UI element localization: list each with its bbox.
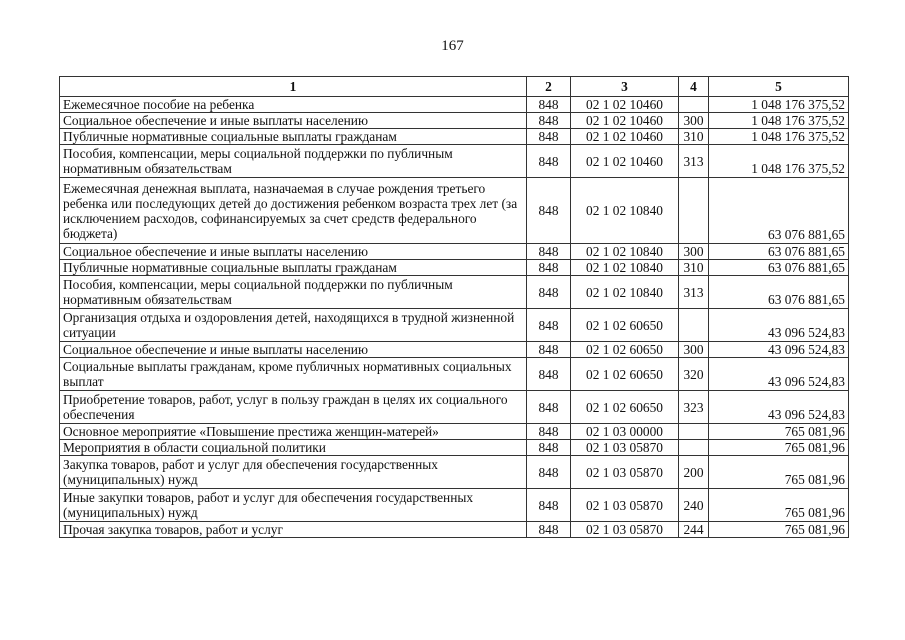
row-expense-type-cell	[679, 97, 709, 113]
row-expense-type-cell	[679, 178, 709, 244]
row-target-article-cell: 02 1 02 60650	[571, 391, 679, 424]
row-department-cell: 848	[527, 178, 571, 244]
row-name-cell: Ежемесячное пособие на ребенка	[60, 97, 527, 113]
row-amount-cell: 765 081,96	[709, 456, 849, 489]
row-amount-cell: 43 096 524,83	[709, 358, 849, 391]
row-department-cell: 848	[527, 358, 571, 391]
row-expense-type-cell: 313	[679, 276, 709, 309]
row-department-cell: 848	[527, 342, 571, 358]
table-row	[60, 145, 849, 178]
row-target-article-cell: 02 1 02 10840	[571, 260, 679, 276]
row-target-article-cell: 02 1 02 10460	[571, 97, 679, 113]
row-name-cell: Пособия, компенсации, меры социальной поддержки по публичным нормативным обязательствам	[60, 145, 527, 178]
row-target-article-cell: 02 1 03 00000	[571, 424, 679, 440]
table-row	[60, 440, 849, 456]
row-expense-type-cell	[679, 309, 709, 342]
row-expense-type-cell: 300	[679, 113, 709, 129]
row-name-cell: Организация отдыха и оздоровления детей, находящихся в трудной жизненной ситуации	[60, 309, 527, 342]
row-target-article-cell: 02 1 02 10460	[571, 113, 679, 129]
row-expense-type-cell: 300	[679, 244, 709, 260]
row-name-cell: Основное мероприятие «Повышение престижа женщин-матерей»	[60, 424, 527, 440]
row-department-cell: 848	[527, 145, 571, 178]
row-amount-cell: 765 081,96	[709, 424, 849, 440]
column-header-target-article: 3	[571, 77, 679, 97]
row-amount-cell: 1 048 176 375,52	[709, 113, 849, 129]
table-row	[60, 522, 849, 538]
row-name-cell: Закупка товаров, работ и услуг для обеспечения государственных (муниципальных) нужд	[60, 456, 527, 489]
row-target-article-cell: 02 1 02 10460	[571, 145, 679, 178]
row-department-cell: 848	[527, 309, 571, 342]
row-name-cell: Пособия, компенсации, меры социальной поддержки по публичным нормативным обязательствам	[60, 276, 527, 309]
row-expense-type-cell: 313	[679, 145, 709, 178]
table-row	[60, 178, 849, 244]
row-department-cell: 848	[527, 129, 571, 145]
row-target-article-cell: 02 1 03 05870	[571, 522, 679, 538]
row-expense-type-cell: 244	[679, 522, 709, 538]
row-name-cell: Публичные нормативные социальные выплаты гражданам	[60, 260, 527, 276]
column-header-name: 1	[60, 77, 527, 97]
page-number: 167	[441, 38, 464, 54]
row-name-cell: Социальные выплаты гражданам, кроме публичных нормативных социальных выплат	[60, 358, 527, 391]
row-department-cell: 848	[527, 391, 571, 424]
table-body	[60, 97, 849, 538]
row-amount-cell: 765 081,96	[709, 522, 849, 538]
row-expense-type-cell: 200	[679, 456, 709, 489]
row-department-cell: 848	[527, 522, 571, 538]
row-target-article-cell: 02 1 02 10840	[571, 244, 679, 260]
row-department-cell: 848	[527, 440, 571, 456]
row-amount-cell: 1 048 176 375,52	[709, 145, 849, 178]
table-row	[60, 129, 849, 145]
row-expense-type-cell: 310	[679, 260, 709, 276]
row-expense-type-cell: 310	[679, 129, 709, 145]
table-row	[60, 244, 849, 260]
table-row	[60, 456, 849, 489]
column-header-expense-type: 4	[679, 77, 709, 97]
row-amount-cell: 63 076 881,65	[709, 276, 849, 309]
table-row	[60, 260, 849, 276]
row-name-cell: Публичные нормативные социальные выплаты гражданам	[60, 129, 527, 145]
row-department-cell: 848	[527, 424, 571, 440]
row-name-cell: Социальное обеспечение и иные выплаты населению	[60, 244, 527, 260]
budget-table	[59, 76, 849, 538]
row-amount-cell: 1 048 176 375,52	[709, 97, 849, 113]
row-amount-cell: 63 076 881,65	[709, 260, 849, 276]
table-header-row	[60, 77, 849, 97]
column-header-amount: 5	[709, 77, 849, 97]
row-department-cell: 848	[527, 113, 571, 129]
row-target-article-cell: 02 1 02 10460	[571, 129, 679, 145]
table-row	[60, 489, 849, 522]
table-row	[60, 358, 849, 391]
row-amount-cell: 43 096 524,83	[709, 391, 849, 424]
row-department-cell: 848	[527, 456, 571, 489]
row-target-article-cell: 02 1 02 60650	[571, 358, 679, 391]
table-row	[60, 424, 849, 440]
row-expense-type-cell	[679, 440, 709, 456]
row-amount-cell: 43 096 524,83	[709, 309, 849, 342]
table-row	[60, 276, 849, 309]
table-row	[60, 342, 849, 358]
table-row	[60, 113, 849, 129]
table-row	[60, 309, 849, 342]
row-name-cell: Приобретение товаров, работ, услуг в пользу граждан в целях их социального обеспечения	[60, 391, 527, 424]
row-amount-cell: 765 081,96	[709, 440, 849, 456]
row-target-article-cell: 02 1 03 05870	[571, 489, 679, 522]
row-department-cell: 848	[527, 260, 571, 276]
row-amount-cell: 765 081,96	[709, 489, 849, 522]
row-amount-cell: 1 048 176 375,52	[709, 129, 849, 145]
row-name-cell: Ежемесячная денежная выплата, назначаемая в случае рождения третьего ребенка или последующих детей до достижения ребенком возраста трех лет (за исключением расходов, софинансируемых за счет средств федерального бюджета)	[60, 178, 527, 244]
row-target-article-cell: 02 1 03 05870	[571, 440, 679, 456]
row-amount-cell: 63 076 881,65	[709, 178, 849, 244]
row-name-cell: Мероприятия в области социальной политики	[60, 440, 527, 456]
row-expense-type-cell	[679, 424, 709, 440]
row-target-article-cell: 02 1 02 60650	[571, 309, 679, 342]
table-row	[60, 97, 849, 113]
row-name-cell: Иные закупки товаров, работ и услуг для обеспечения государственных (муниципальных) нужд	[60, 489, 527, 522]
row-expense-type-cell: 300	[679, 342, 709, 358]
row-amount-cell: 63 076 881,65	[709, 244, 849, 260]
row-name-cell: Социальное обеспечение и иные выплаты населению	[60, 113, 527, 129]
table-row	[60, 391, 849, 424]
row-department-cell: 848	[527, 97, 571, 113]
row-department-cell: 848	[527, 244, 571, 260]
row-expense-type-cell: 323	[679, 391, 709, 424]
column-header-department: 2	[527, 77, 571, 97]
row-target-article-cell: 02 1 02 60650	[571, 342, 679, 358]
row-amount-cell: 43 096 524,83	[709, 342, 849, 358]
row-target-article-cell: 02 1 02 10840	[571, 178, 679, 244]
row-target-article-cell: 02 1 03 05870	[571, 456, 679, 489]
row-department-cell: 848	[527, 489, 571, 522]
row-expense-type-cell: 240	[679, 489, 709, 522]
row-target-article-cell: 02 1 02 10840	[571, 276, 679, 309]
row-expense-type-cell: 320	[679, 358, 709, 391]
row-name-cell: Социальное обеспечение и иные выплаты населению	[60, 342, 527, 358]
row-department-cell: 848	[527, 276, 571, 309]
row-name-cell: Прочая закупка товаров, работ и услуг	[60, 522, 527, 538]
